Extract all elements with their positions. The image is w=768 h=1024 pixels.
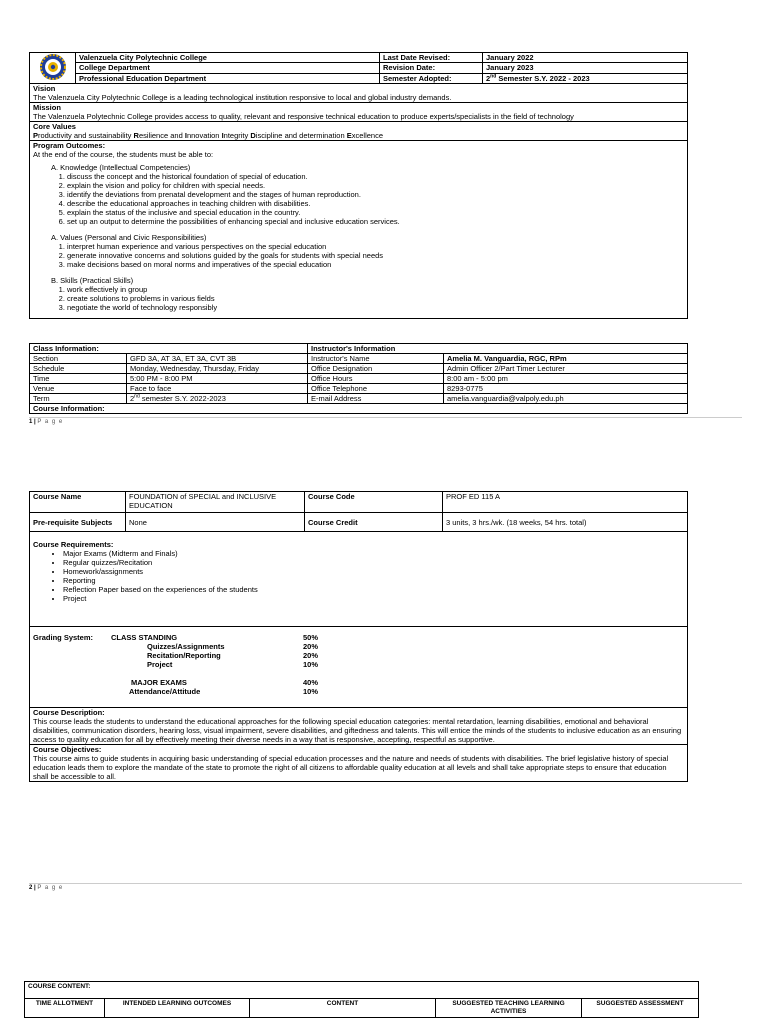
grading-spacer (33, 660, 111, 669)
grading-item-percent: 10% (303, 687, 319, 696)
outcome-section-title: A. Knowledge (Intellectual Competencies) (51, 163, 191, 172)
grading-rows (33, 633, 684, 696)
college-seal-icon (39, 53, 67, 81)
grading-row (33, 678, 684, 687)
course-objectives-section (30, 745, 688, 782)
class-info-cell-iv: Admin Officer 2/Part Timer Lecturer (444, 364, 688, 374)
grading-item-name: Recitation/Reporting (147, 651, 221, 660)
course-content-table (24, 981, 699, 1018)
course-requirements-list (33, 549, 684, 603)
grading-item-percent: 10% (303, 660, 319, 669)
grading-spacer (33, 687, 111, 696)
department-name: College Department (76, 63, 380, 73)
course-table (29, 491, 688, 782)
mission-label: Mission (33, 103, 61, 112)
class-info-cell-ik: Office Hours (308, 374, 444, 384)
semester-adopted-label: Semester Adopted: (380, 73, 483, 83)
page-break-rule-2 (29, 883, 742, 884)
class-info-label: Class Information: (30, 344, 308, 354)
class-info-cell-ik: E-mail Address (308, 394, 444, 404)
outcome-item: 1. interpret human experience and various perspectives on the special education (67, 242, 684, 251)
program-outcomes-label: Program Outcomes: (33, 141, 106, 150)
course-content-header-cell: SUGGESTED ASSESSMENT (582, 999, 699, 1018)
page-footer-1: 1 | P a g e (29, 419, 64, 425)
grading-item-percent: 40% (303, 678, 319, 687)
outcome-item: 2. create solutions to problems in various fields (67, 294, 684, 303)
course-name-value: FOUNDATION of SPECIAL and INCLUSIVE EDUCATION (126, 492, 305, 513)
grading-item-percent: 20% (303, 642, 319, 651)
class-info-cell-v: 2nd semester S.Y. 2022-2023 (127, 394, 308, 404)
outcome-item: 5. explain the status of the inclusive and special education in the country. (67, 208, 684, 217)
requirement-item: • Major Exams (Midterm and Finals) (63, 549, 684, 558)
revision-date-label: Revision Date: (380, 63, 483, 73)
course-description-section (30, 708, 688, 745)
grading-item-name: Project (147, 660, 173, 669)
course-requirements-section (30, 532, 688, 627)
core-values-section (30, 122, 688, 141)
mission-section (30, 103, 688, 122)
outcome-item: 3. make decisions based on moral norms and imperatives of the special education (67, 260, 684, 269)
outcome-list (33, 285, 684, 312)
grading-row (33, 660, 684, 669)
grading-row (33, 642, 684, 651)
subdepartment-name: Professional Education Department (76, 73, 380, 83)
outcome-item: 2. explain the vision and policy for children with special needs. (67, 181, 684, 190)
core-values-text: Productivity and sustainability Resilience and Innovation Integrity Discipline and determination Excellence (33, 131, 384, 140)
class-info-cell-iv: 8293-0775 (444, 384, 688, 394)
vision-label: Vision (33, 84, 56, 93)
grading-item-name: CLASS STANDING (111, 633, 178, 642)
outcome-item: 1. discuss the concept and the historical foundation of special of education. (67, 172, 684, 181)
class-info-cell-k: Schedule (30, 364, 127, 374)
class-info-cell-iv: 8:00 am - 5:00 pm (444, 374, 688, 384)
outcome-section-title: B. Skills (Practical Skills) (51, 276, 134, 285)
class-info-table (29, 343, 688, 414)
grading-system-section (30, 627, 688, 708)
course-description-text: This course leads the students to understand the educational approaches for the following special education categories: mental retardation, learning disabilities, emotional and behavioral disabilities, communication disorders, hearing loss, visual impairment, severe disabilities, and giftedness and talents. This will entice the minds of the students to inclusive education as an ensuring access to quality education for all by effectively meeting their diverse needs in a way that is responsive, accepting, respectful as supportive. (33, 717, 682, 744)
course-name-label: Course Name (30, 492, 126, 513)
course-code-value: PROF ED 115 A (443, 492, 688, 513)
course-code-label: Course Code (305, 492, 443, 513)
class-info-cell-v: Monday, Wednesday, Thursday, Friday (127, 364, 308, 374)
core-values-label: Core Values (33, 122, 76, 131)
program-outcomes-intro: At the end of the course, the students must be able to: (33, 150, 214, 159)
class-info-row (30, 354, 688, 364)
grading-row (33, 651, 684, 660)
requirement-item: • Reporting (63, 576, 684, 585)
outcome-list (33, 172, 684, 226)
course-objectives-label: Course Objectives: (33, 745, 102, 754)
outcome-item: 4. describe the educational approaches in teaching children with disabilities. (67, 199, 684, 208)
class-info-cell-v: GFD 3A, AT 3A, ET 3A, CVT 3B (127, 354, 308, 364)
outcome-list (33, 242, 684, 269)
vision-section (30, 84, 688, 103)
class-info-row (30, 384, 688, 394)
outcome-item: 6. set up an output to determine the possibilities of enhancing special and inclusive education services. (67, 217, 684, 226)
syllabus-header-table (29, 52, 688, 319)
class-info-row (30, 364, 688, 374)
class-info-row (30, 374, 688, 384)
grading-spacer (33, 678, 111, 687)
requirement-item: • Regular quizzes/Recitation (63, 558, 684, 567)
class-info-cell-ik: Office Telephone (308, 384, 444, 394)
page-break-rule-1 (29, 417, 742, 418)
class-info-cell-v: 5:00 PM - 8:00 PM (127, 374, 308, 384)
course-content-header-cell: CONTENT (250, 999, 436, 1018)
grading-item-name: MAJOR EXAMS (131, 678, 187, 687)
requirement-item: • Project (63, 594, 684, 603)
outcomes-list (33, 163, 684, 312)
course-content-header-cell: INTENDED LEARNING OUTCOMES (105, 999, 250, 1018)
grading-item-percent: 50% (303, 633, 319, 642)
class-info-cell-k: Section (30, 354, 127, 364)
semester-adopted-value: 2nd Semester S.Y. 2022 - 2023 (483, 73, 688, 83)
course-credit-value: 3 units, 3 hrs./wk. (18 weeks, 54 hrs. total) (443, 513, 688, 532)
prereq-label: Pre-requisite Subjects (30, 513, 126, 532)
college-name: Valenzuela City Polytechnic College (76, 53, 380, 63)
class-info-cell-v: Face to face (127, 384, 308, 394)
last-revised-value: January 2022 (483, 53, 688, 63)
college-logo (30, 53, 76, 84)
class-info-cell-iv: Amelia M. Vanguardia, RGC, RPm (444, 354, 688, 364)
course-content-header-row (25, 999, 699, 1018)
last-revised-label: Last Date Revised: (380, 53, 483, 63)
course-content-header-cell: TIME ALLOTMENT (25, 999, 105, 1018)
course-content-header-cell: SUGGESTED TEACHING LEARNING ACTIVITIES (436, 999, 582, 1018)
revision-date-value: January 2023 (483, 63, 688, 73)
class-info-cell-k: Term (30, 394, 127, 404)
grading-spacer (33, 651, 111, 660)
page-footer-2: 2 | P a g e (29, 885, 64, 891)
outcome-section-title: A. Values (Personal and Civic Responsibilities) (51, 233, 207, 242)
class-info-cell-ik: Instructor's Name (308, 354, 444, 364)
grading-row (33, 687, 684, 696)
course-content-title: COURSE CONTENT: (25, 982, 699, 999)
course-credit-label: Course Credit (305, 513, 443, 532)
mission-text: The Valenzuela Polytechnic College provides access to quality, relevant and responsive technical education to produce experts/specialists in the field of technology (33, 112, 574, 121)
grading-item-name: Quizzes/Assignments (147, 642, 225, 651)
course-info-label: Course Information: (30, 404, 688, 414)
outcome-item: 3. identify the deviations from prenatal development and the stages of human reproduction. (67, 190, 684, 199)
class-info-cell-k: Venue (30, 384, 127, 394)
program-outcomes-section (30, 141, 688, 319)
course-description-label: Course Description: (33, 708, 105, 717)
grading-system-label: Grading System: (33, 633, 94, 642)
class-info-cell-k: Time (30, 374, 127, 384)
course-requirements-label: Course Requirements: (33, 540, 114, 549)
class-info-cell-ik: Office Designation (308, 364, 444, 374)
requirement-item: • Reflection Paper based on the experiences of the students (63, 585, 684, 594)
requirement-item: • Homework/assignments (63, 567, 684, 576)
outcome-item: 1. work effectively in group (67, 285, 684, 294)
grading-item-percent: 20% (303, 651, 319, 660)
grading-spacer (33, 642, 111, 651)
course-objectives-text: This course aims to guide students in acquiring basic understanding of special education processes and the nature and needs of students with disabilities. The brief legislative history of special education leads them to explore the mandate of the state to promote the right of all citizens to affordable quality education at all levels and shall take appropriate steps to ensure that education shall be accessible to all. (33, 754, 669, 781)
vision-text: The Valenzuela City Polytechnic College is a leading technological institution responsive to local and global industry demands. (33, 93, 452, 102)
grading-row (33, 633, 684, 642)
outcome-item: 2. generate innovative concerns and solutions guided by the goals for students with special needs (67, 251, 684, 260)
outcome-item: 3. negotiate the world of technology responsibly (67, 303, 684, 312)
class-info-row (30, 394, 688, 404)
grading-item-name: Attendance/Attitude (129, 687, 201, 696)
instructor-info-label: Instructor's Information (308, 344, 688, 354)
prereq-value: None (126, 513, 305, 532)
class-info-cell-iv: amelia.vanguardia@valpoly.edu.ph (444, 394, 688, 404)
